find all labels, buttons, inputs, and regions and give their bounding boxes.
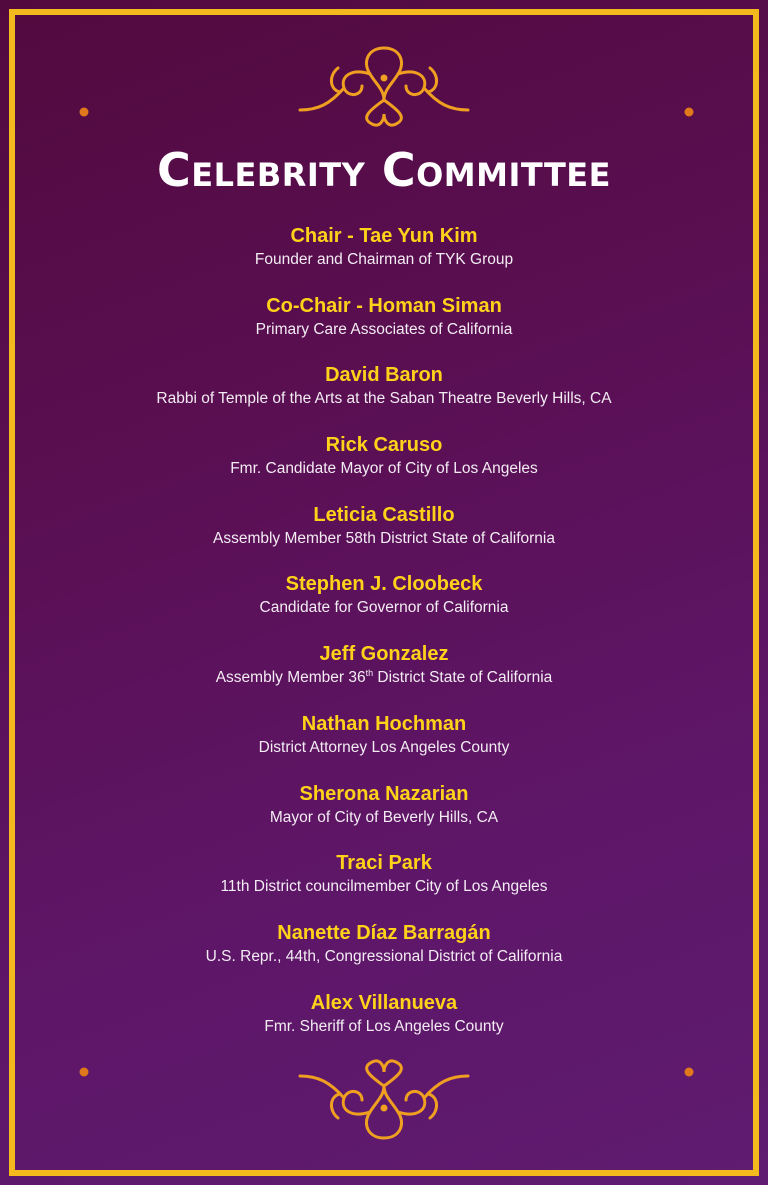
page-title: Celebrity Committee (157, 143, 611, 197)
member-entry (0, 640, 768, 710)
member-role: 11th District councilmember City of Los Angeles (220, 878, 548, 896)
member-entry (0, 431, 768, 501)
member-role: Fmr. Candidate Mayor of City of Los Angeles (230, 460, 538, 478)
member-role: Founder and Chairman of TYK Group (254, 251, 514, 268)
member-entry (0, 570, 768, 640)
member-role: Assembly Member 58th District State of California (213, 529, 555, 547)
member-entry (0, 710, 768, 780)
committee-member-list (0, 222, 768, 1058)
member-entry (0, 780, 768, 850)
ordinal-suffix: th (365, 667, 374, 678)
member-role: Candidate for Governor of California (259, 599, 509, 617)
member-name: Stephen J. Cloobeck (285, 573, 483, 596)
member-entry (0, 919, 768, 989)
member-entry (0, 361, 768, 431)
member-name: Traci Park (336, 852, 432, 875)
member-role: District Attorney Los Angeles County (258, 738, 510, 756)
member-name: Nanette Díaz Barragán (277, 921, 491, 944)
member-entry (0, 501, 768, 571)
member-entry (0, 292, 768, 362)
member-name: Alex Villanueva (310, 991, 458, 1014)
bottom-ornament-flourish (0, 1046, 768, 1146)
member-name: Chair - Tae Yun Kim (290, 225, 478, 247)
member-entry (0, 222, 768, 292)
member-name: Jeff Gonzalez (319, 643, 449, 666)
member-role: Rabbi of Temple of the Arts at the Saban Theatre Beverly Hills, CA (156, 390, 612, 408)
member-role (0, 668, 768, 688)
top-ornament-flourish (0, 40, 768, 140)
member-role: Fmr. Sheriff of Los Angeles County (264, 1017, 504, 1035)
member-name: David Baron (325, 364, 443, 387)
member-role-prefix: Assembly Member 36 (215, 669, 366, 687)
member-name: Co-Chair - Homan Siman (266, 294, 502, 317)
member-name: Rick Caruso (325, 434, 443, 457)
member-name: Leticia Castillo (313, 503, 455, 526)
member-role: Primary Care Associates of California (255, 320, 513, 338)
member-name: Nathan Hochman (301, 712, 467, 735)
member-entry (0, 849, 768, 919)
member-name: Sherona Nazarian (299, 782, 469, 805)
member-role: Mayor of City of Beverly Hills, CA (269, 808, 499, 826)
member-role: U.S. Repr., 44th, Congressional District of California (205, 947, 563, 965)
member-role-suffix: District State of California (373, 669, 553, 687)
